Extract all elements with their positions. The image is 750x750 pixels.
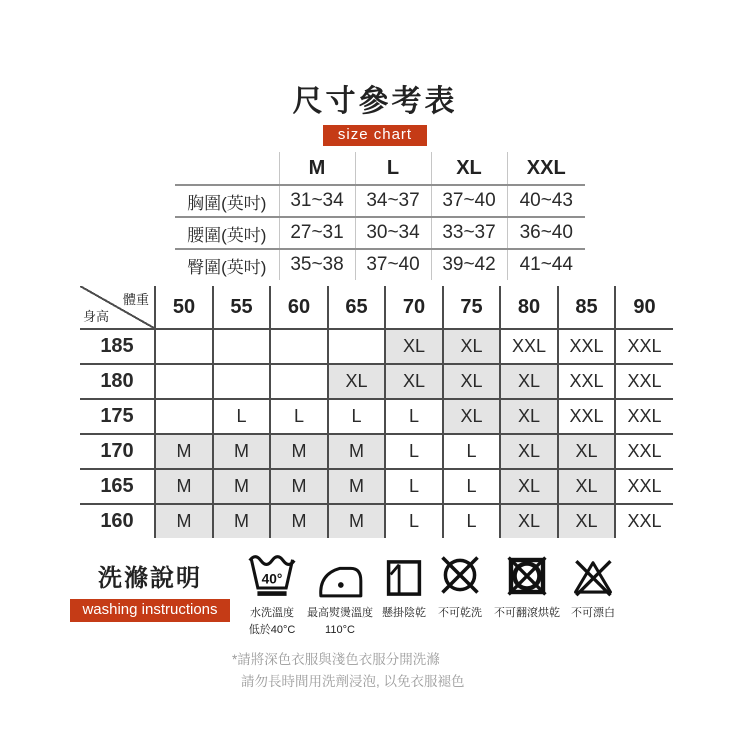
measure-value: 30~34 — [355, 217, 431, 249]
weight-col-header: 75 — [443, 286, 500, 329]
weight-col-header: 85 — [558, 286, 615, 329]
iron-symbol — [307, 550, 373, 638]
measure-value: 31~34 — [279, 185, 355, 217]
fit-cell — [213, 364, 270, 399]
symbol-label — [249, 605, 296, 638]
symbol-label-line: 最高熨燙溫度 — [307, 607, 373, 619]
size-col-header: M — [279, 152, 355, 185]
hang-dry-symbol — [382, 550, 426, 622]
fit-cell: XXL — [558, 364, 615, 399]
fit-cell: L — [385, 504, 443, 538]
fit-cell — [155, 364, 213, 399]
note-line: 請勿長時間用洗劑浸泡, 以免衣服褪色 — [241, 673, 465, 689]
fit-cell: L — [213, 399, 270, 434]
washing-symbols — [246, 550, 626, 638]
measure-value: 34~37 — [355, 185, 431, 217]
measure-value: 36~40 — [507, 217, 585, 249]
measure-row-label: 臀圍(英吋) — [175, 249, 279, 280]
symbol-label — [571, 605, 615, 622]
fit-cell: L — [385, 434, 443, 469]
height-row-label: 170 — [80, 434, 155, 469]
washing-badge: washing instructions — [70, 599, 230, 622]
symbol-label-line: 不可漂白 — [571, 607, 615, 619]
fit-cell: M — [155, 469, 213, 504]
fit-table-row — [80, 469, 673, 504]
symbol-label — [307, 605, 373, 638]
symbol-label — [494, 605, 560, 622]
height-row-label: 180 — [80, 364, 155, 399]
fit-cell: M — [328, 434, 385, 469]
size-table-row — [175, 249, 585, 280]
fit-cell: M — [155, 504, 213, 538]
fit-table-row — [80, 364, 673, 399]
fit-cell — [270, 364, 328, 399]
fit-cell: XL — [443, 329, 500, 364]
wash-tub-symbol — [246, 550, 298, 638]
height-row-label: 185 — [80, 329, 155, 364]
fit-cell: M — [155, 434, 213, 469]
fit-cell: M — [270, 469, 328, 504]
corner-label-height: 身高 — [83, 309, 110, 324]
fit-cell: XL — [328, 364, 385, 399]
fit-cell: XXL — [615, 504, 673, 538]
weight-col-header: 90 — [615, 286, 673, 329]
fit-cell: XXL — [558, 329, 615, 364]
weight-col-header: 60 — [270, 286, 328, 329]
size-col-header: XXL — [507, 152, 585, 185]
fit-cell: XL — [443, 399, 500, 434]
symbol-label — [438, 605, 482, 622]
fit-cell: XXL — [615, 434, 673, 469]
fit-cell: XXL — [615, 364, 673, 399]
fit-cell: XL — [500, 504, 558, 538]
weight-col-header: 65 — [328, 286, 385, 329]
weight-col-header: 55 — [213, 286, 270, 329]
fit-cell: M — [328, 469, 385, 504]
fit-cell: XXL — [558, 399, 615, 434]
washing-title: 洗滌說明 — [98, 565, 202, 592]
symbol-label — [382, 605, 426, 622]
fit-cell: XL — [500, 364, 558, 399]
fit-table-header-row — [80, 286, 673, 329]
fit-cell: XL — [500, 434, 558, 469]
weight-col-header: 50 — [155, 286, 213, 329]
fit-cell: XXL — [615, 469, 673, 504]
fit-cell: XL — [385, 329, 443, 364]
page-header — [0, 76, 750, 146]
fit-cell: XXL — [500, 329, 558, 364]
fit-table-corner — [80, 286, 155, 329]
fit-cell: XXL — [615, 329, 673, 364]
corner-label-weight: 體重 — [122, 292, 149, 307]
height-row-label: 175 — [80, 399, 155, 434]
symbol-label-line: 不可翻滾烘乾 — [494, 607, 560, 619]
measure-row-label: 胸圍(英吋) — [175, 185, 279, 217]
size-col-header: L — [355, 152, 431, 185]
fit-table-row — [80, 504, 673, 538]
symbol-label-line: 水洗溫度 — [249, 607, 294, 619]
fit-cell: M — [213, 434, 270, 469]
fit-cell: L — [328, 399, 385, 434]
fit-cell: M — [328, 504, 385, 538]
symbol-label-line: 110°C — [325, 623, 355, 636]
iron-icon — [315, 550, 365, 600]
measure-value: 35~38 — [279, 249, 355, 280]
fit-cell: L — [443, 504, 500, 538]
fit-cell — [155, 329, 213, 364]
fit-cell — [270, 329, 328, 364]
svg-text:40°: 40° — [261, 571, 283, 587]
measure-value: 37~40 — [431, 185, 507, 217]
no-bleach-symbol — [569, 550, 617, 622]
no-tumble-dry-icon — [503, 550, 551, 600]
fit-cell: XL — [443, 364, 500, 399]
fit-cell: M — [270, 504, 328, 538]
page-title: 尺寸參考表 — [292, 85, 458, 118]
washing-notes — [232, 649, 465, 692]
fit-table — [80, 286, 673, 538]
measure-value: 37~40 — [355, 249, 431, 280]
measure-row-label: 腰圍(英吋) — [175, 217, 279, 249]
no-tumble-dry-symbol — [494, 550, 560, 622]
fit-cell — [155, 399, 213, 434]
measure-value: 39~42 — [431, 249, 507, 280]
fit-cell: M — [213, 504, 270, 538]
fit-cell: M — [213, 469, 270, 504]
weight-col-header: 70 — [385, 286, 443, 329]
size-table-row — [175, 217, 585, 249]
no-bleach-icon — [569, 550, 617, 600]
size-table-corner — [175, 152, 279, 185]
size-table-header-row — [175, 152, 585, 185]
hang-dry-icon — [383, 550, 425, 600]
fit-cell: L — [443, 469, 500, 504]
symbol-label-line: 低於40°C — [248, 623, 296, 636]
fit-cell — [213, 329, 270, 364]
size-col-header: XL — [431, 152, 507, 185]
fit-cell: L — [443, 434, 500, 469]
fit-cell: L — [385, 399, 443, 434]
fit-cell: XXL — [615, 399, 673, 434]
no-dry-clean-symbol — [435, 550, 485, 622]
fit-cell — [328, 329, 385, 364]
symbol-label-line: 不可乾洗 — [438, 607, 482, 619]
fit-table-row — [80, 329, 673, 364]
fit-cell: XL — [385, 364, 443, 399]
note-line: *請將深色衣服與淺色衣服分開洗滌 — [232, 652, 440, 667]
symbol-label-line: 懸掛陰乾 — [382, 607, 426, 619]
size-chart-badge: size chart — [323, 125, 427, 146]
measure-value: 27~31 — [279, 217, 355, 249]
fit-cell: XL — [558, 504, 615, 538]
size-table-row — [175, 185, 585, 217]
size-table — [175, 152, 585, 280]
height-row-label: 160 — [100, 510, 134, 532]
weight-col-header: 80 — [500, 286, 558, 329]
washing-header — [70, 558, 230, 622]
measure-value: 41~44 — [507, 249, 585, 280]
fit-cell: L — [270, 399, 328, 434]
fit-table-row — [80, 434, 673, 469]
fit-cell: XL — [558, 469, 615, 504]
measure-value: 33~37 — [431, 217, 507, 249]
fit-cell: XL — [500, 469, 558, 504]
height-row-label: 165 — [80, 469, 155, 504]
fit-cell: M — [270, 434, 328, 469]
no-dry-clean-icon — [435, 550, 485, 600]
fit-cell: L — [385, 469, 443, 504]
fit-cell: XL — [500, 399, 558, 434]
wash-tub-icon — [246, 550, 298, 600]
measure-value: 40~43 — [507, 185, 585, 217]
fit-table-row — [80, 399, 673, 434]
fit-cell: XL — [558, 434, 615, 469]
